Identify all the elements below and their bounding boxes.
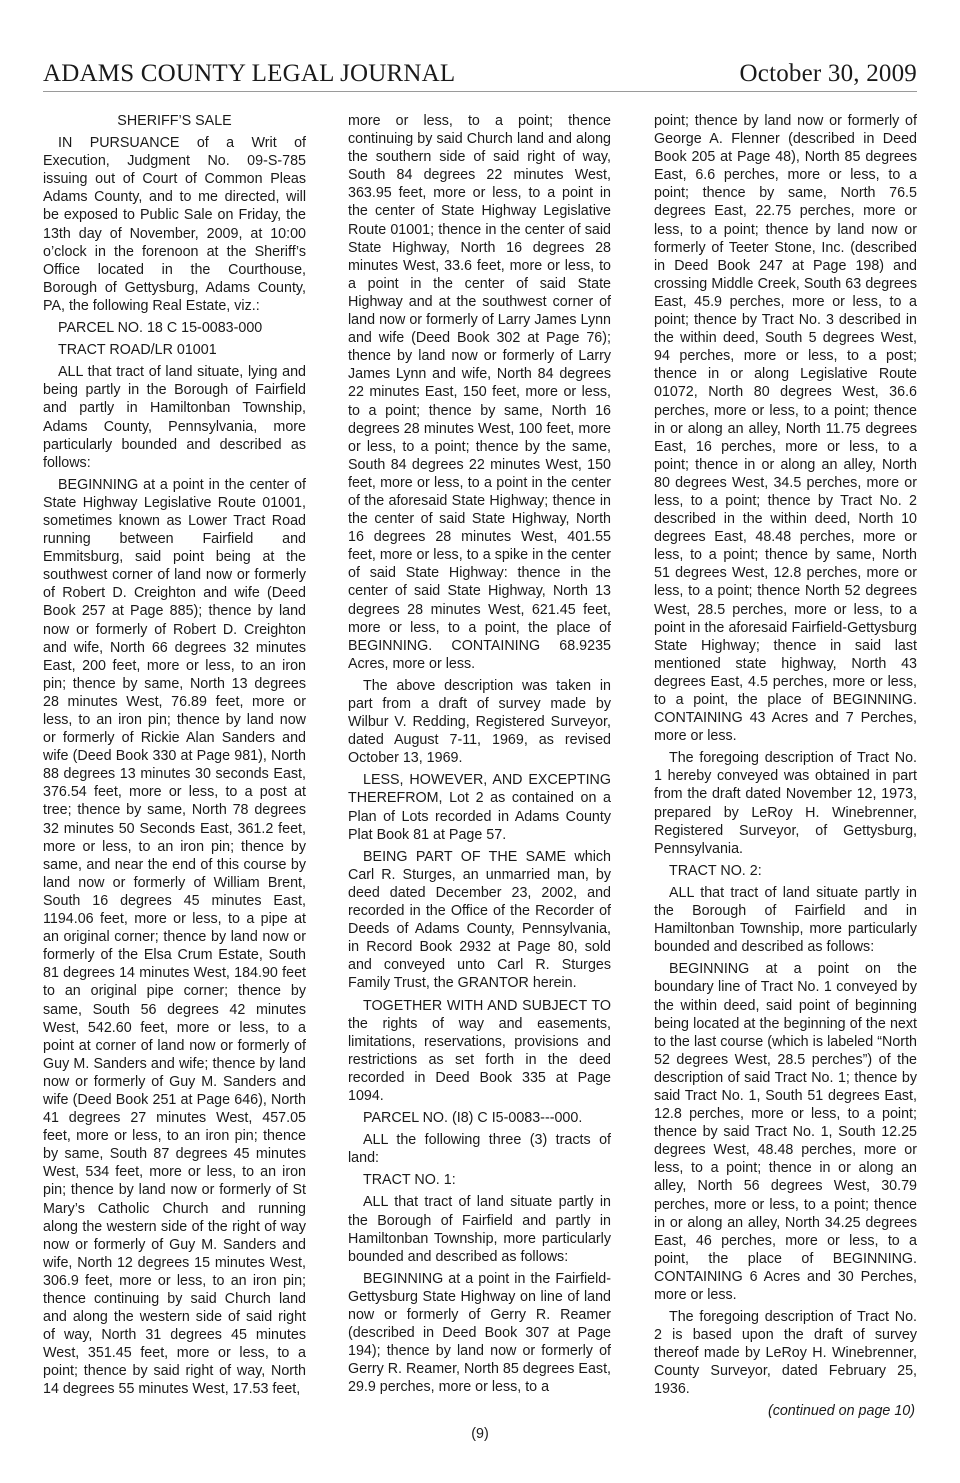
paragraph: BEGINNING at a point in the Fairfield-Gettysburg State Highway on line of land now or formerly of Gerry R. Reamer (described in Deed Book 307 at Page 194); thence by land now or formerly of Gerry R. Reamer, North 85 degrees East, 29.9 perches, more or less, to a <box>348 1270 612 1396</box>
paragraph: point; thence by land now or formerly of George A. Flenner (described in Deed Book 205 at Page 48), North 85 degrees East, 6.6 perches, more or less, to a point; thence by same, North 76.5 degrees East, 22.75 perches, more or less, to a point; thence by land now or formerly of Teeter Stone, Inc. (described in Deed Book 247 at Page 198) and crossing Middle Creek, South 63 degrees East, 45.9 perches, more or less, to a point; thence by Tract No. 3 described in the within deed, South 5 degrees West, 94 perches, more or less, to a post; thence in or along Legislative Route 01072, North 80 degrees West, 36.6 perches, more or less, to a point; thence in or along an alley, North 11.75 degrees East, 16 perches, more or less, to a point; thence in or along an alley, North 80 degrees West, 34.5 perches, more or less, to a point; thence by Tract No. 2 described in the within deed, North 10 degrees East, 48.48 perches, more or less, to a point; thence by same, North 51 degrees West, 12.8 perches, more or less, to a point; thence North 52 degrees West, 28.5 perches, more or less, to a point in the aforesaid Fairfield-Gettysburg State Highway; thence in said last mentioned state highway, North 43 degrees East, 4.5 perches, more or less, to a point, the place of BEGINNING. CONTAINING 43 Acres and 7 Perches, more or less. <box>654 113 917 745</box>
paragraph: TRACT NO. 2: <box>669 862 762 879</box>
paragraph: TRACT ROAD/LR 01001 <box>58 342 217 359</box>
paragraph: ALL that tract of land situate partly in the Borough of Fairfield and in Hamiltonban Township, more particularly bounded and described as follows: <box>654 884 917 956</box>
issue-date: October 30, 2009 <box>739 60 917 87</box>
text-column-1 <box>43 112 306 1403</box>
masthead <box>43 52 917 88</box>
paragraph: TRACT NO. 1: <box>363 1172 456 1189</box>
text-column-3 <box>654 112 917 1403</box>
paragraph: PARCEL NO. (I8) C I5-0083---000. <box>363 1110 583 1127</box>
paragraph: The foregoing description of Tract No. 1 hereby conveyed was obtained in part from the draft dated November 12, 1973, prepared by LeRoy H. Winebrenner, Registered Surveyor, of Gettysburg, Pennsylvania. <box>654 750 917 857</box>
paragraph: The foregoing description of Tract No. 2 is based upon the draft of survey thereof made by LeRoy H. Winebrenner, County Surveyor, dated February 25, 1936. <box>654 1309 917 1398</box>
paragraph: BEGINNING at a point on the boundary line of Tract No. 1 conveyed by the within deed, said point of beginning being located at the beginning of the next to the last course (which is labeled “North 52 degrees West, 28.5 perches”) of the description of said Tract No. 1; thence by said Tract No. 1, South 51 degrees East, 12.8 perches, more or less, to a point; thence by said Tract No. 1, South 12.25 degrees West, 48.48 perches, more or less, to a point; thence in or along an alley, North 56 degrees West, 30.79 perches, more or less, to a point; thence in or along an alley, North 34.25 degrees East, 46 perches, more or less, to a point, the place of BEGINNING. CONTAINING 6 Acres and 30 Perches, more or less. <box>654 961 917 1303</box>
page-number: (9) <box>471 1426 489 1442</box>
paragraph: BEING PART OF THE SAME which Carl R. Sturges, an unmarried man, by deed dated December 23, 2002, and recorded in the Office of the Recorder of Deeds of Adams County, Pennsylvania, in Record Book 2932 at Page 80, sold and conveyed unto Carl R. Sturges Family Trust, the GRANTOR herein. <box>348 848 611 992</box>
paragraph: ALL that tract of land situate, lying and being partly in the Borough of Fairfield and partly in Hamiltonban Township, Adams County, Pennsylvania, more particularly bounded and described as follows: <box>43 364 306 471</box>
text-column-2 <box>348 112 611 1400</box>
paragraph: TOGETHER WITH AND SUBJECT TO the rights of way and easements, limitations, reservations, provisions and restrictions as set forth in the deed recorded in Deed Book 335 at Page 1094. <box>348 997 611 1104</box>
section-heading: SHERIFF’S SALE <box>117 113 232 129</box>
paragraph: LESS, HOWEVER, AND EXCEPTING THEREFROM, Lot 2 as contained on a Plan of Lots recorded in Adams County Plat Book 81 at Page 57. <box>348 772 611 843</box>
paragraph: BEGINNING at a point in the center of State Highway Legislative Route 01001, sometimes known as Lower Tract Road running between Fairfield and Emmitsburg, said point being at the southwest corner of land now or formerly of Robert D. Creighton and wife (Deed Book 257 at Page 885); thence by land now or formerly of Robert D. Creighton and wife, North 66 degrees 32 minutes East, 200 feet, more or less, to an iron pin; thence by same, North 13 degrees 28 minutes West, 76.89 feet, more or less, to an iron pin; thence by land now or formerly of Rickie Alan Sanders and wife (Deed Book 330 at Page 981), North 88 degrees 13 minutes 30 seconds East, 376.54 feet, more or less, to a post at tree; thence by same, North 78 degrees 32 minutes 50 Seconds East, 361.2 feet, more or less, to an iron pin; thence by same, and near the end of this course by land now or formerly of William Brent, South 16 degrees 45 minutes East, 1194.06 feet, more or less, to a pipe at an original corner; thence by land now or formerly of the Elsa Crum Estate, South 81 degrees 14 minutes West, 184.90 feet to an original pipe corner; thence by same, South 56 degrees 42 minutes West, 542.60 feet, more or less, to a point at corner of land now or formerly of Guy M. Sanders and wife; thence by land now or formerly of Guy M. Sanders and wife (Deed Book 251 at Page 646), North 41 degrees 27 minutes West, 457.05 feet, more or less, to an iron pin; thence by same, South 87 degrees 45 minutes West, 534 feet, more or less, to an iron pin; thence by land now or formerly of St Mary’s Catholic Church and running along the western side of the right of way now or formerly of Guy M. Sanders and wife, North 12 degrees 15 minutes West, 306.9 feet, more or less, to an iron pin; thence continuing by said Church land and along the western side of said right of way, North 31 degrees 45 minutes West, 351.45 feet, more or less, to a point; thence by said right of way, North 14 degrees 55 minutes West, 17.53 feet, <box>43 476 306 1398</box>
paragraph: PARCEL NO. 18 C 15-0083-000 <box>58 320 263 337</box>
continued-note: (continued on page 10) <box>767 1403 915 1419</box>
journal-title: ADAMS COUNTY LEGAL JOURNAL <box>43 60 456 87</box>
paragraph: IN PURSUANCE of a Writ of Execution, Judgment No. 09-S-785 issuing out of Court of Common Pleas Adams County, and to me directed, will be exposed to Public Sale on Friday, the 13th day of November, 2009, at 10:00 o’clock in the forenoon at the Sheriff’s Office located in the Courthouse, Borough of Gettysburg, Adams County, PA, the following Real Estate, viz.: <box>43 135 306 314</box>
paragraph: more or less, to a point; thence continuing by said Church land and along the southern side of said right of way, South 84 degrees 22 minutes West, 363.95 feet, more or less, to a point in the center of State Highway Legislative Route 01001; thence in the center of said State Highway, North 16 degrees 28 minutes West, 33.6 feet, more or less, to a point in the center of said State Highway and at the southwest corner of land now or formerly of Larry James Lynn and wife (Deed Book 302 at Page 76); thence by land now or formerly of Larry James Lynn and wife, North 84 degrees 22 minutes East, 150 feet, more or less, to a point; thence by same, North 16 degrees 28 minutes West, 100 feet, more or less, to a point; thence by the same, South 84 degrees 22 minutes West, 150 feet, more or less, to a point in the center of the aforesaid State Highway; thence in the center of said State Highway, North 16 degrees 28 minutes West, 401.55 feet, more or less, to a spike in the center of said State Highway: thence in the center of said State Highway, North 13 degrees 28 minutes West, 621.45 feet, more or less, to a point, the place of BEGINNING. CONTAINING 68.9235 Acres, more or less. <box>348 113 611 672</box>
paragraph: ALL the following three (3) tracts of land: <box>348 1132 611 1167</box>
paragraph: ALL that tract of land situate partly in the Borough of Fairfield and partly in Hamiltonban Township, more particularly bounded and described as follows: <box>348 1194 611 1265</box>
header-rule <box>43 91 917 92</box>
paragraph: The above description was taken in part from a draft of survey made by Wilbur V. Redding, Registered Surveyor, dated August 7-11, 1969, as revised October 13, 1969. <box>348 677 611 767</box>
